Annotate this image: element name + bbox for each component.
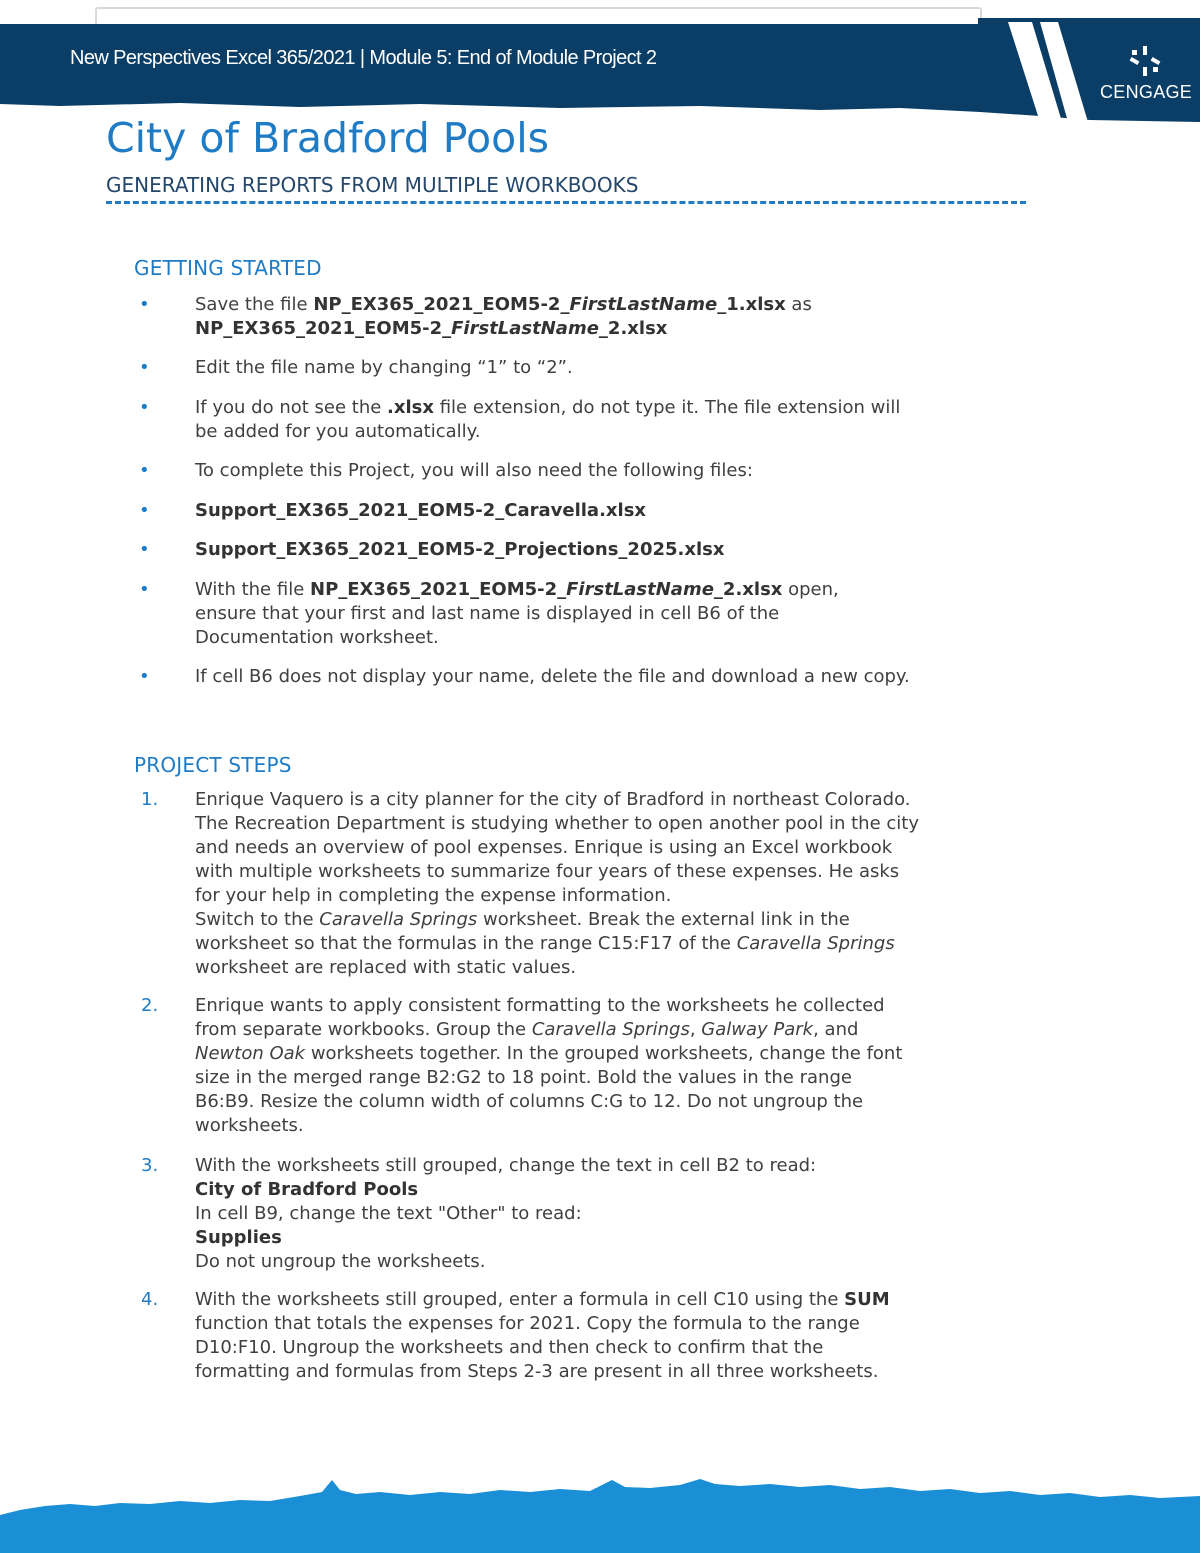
bullet: •	[139, 357, 150, 378]
footer-wave	[0, 1470, 1200, 1553]
step-number: 4.	[141, 1289, 159, 1310]
bullet: •	[139, 539, 150, 560]
bullet: •	[139, 500, 150, 521]
step-number: 1.	[141, 789, 159, 810]
cengage-logo-icon	[1128, 44, 1162, 78]
page-subtitle: GENERATING REPORTS FROM MULTIPLE WORKBOOKS	[106, 173, 639, 197]
bullet: •	[139, 666, 150, 687]
project-steps-heading: PROJECT STEPS	[134, 753, 292, 777]
cengage-logo-text: CENGAGE	[1100, 82, 1193, 102]
bullet: •	[139, 579, 150, 600]
subtitle-divider	[106, 201, 1026, 204]
bullet: •	[139, 294, 150, 315]
footer-wave-shape	[0, 1479, 1200, 1553]
bullet: •	[139, 460, 150, 481]
page-title: City of Bradford Pools	[106, 114, 549, 162]
step-number: 2.	[141, 995, 159, 1016]
bullet: •	[139, 397, 150, 418]
step-number: 3.	[141, 1155, 159, 1176]
banner-title: New Perspectives Excel 365/2021 | Module 5: End of Module Project 2	[70, 47, 657, 69]
getting-started-heading: GETTING STARTED	[134, 256, 322, 280]
